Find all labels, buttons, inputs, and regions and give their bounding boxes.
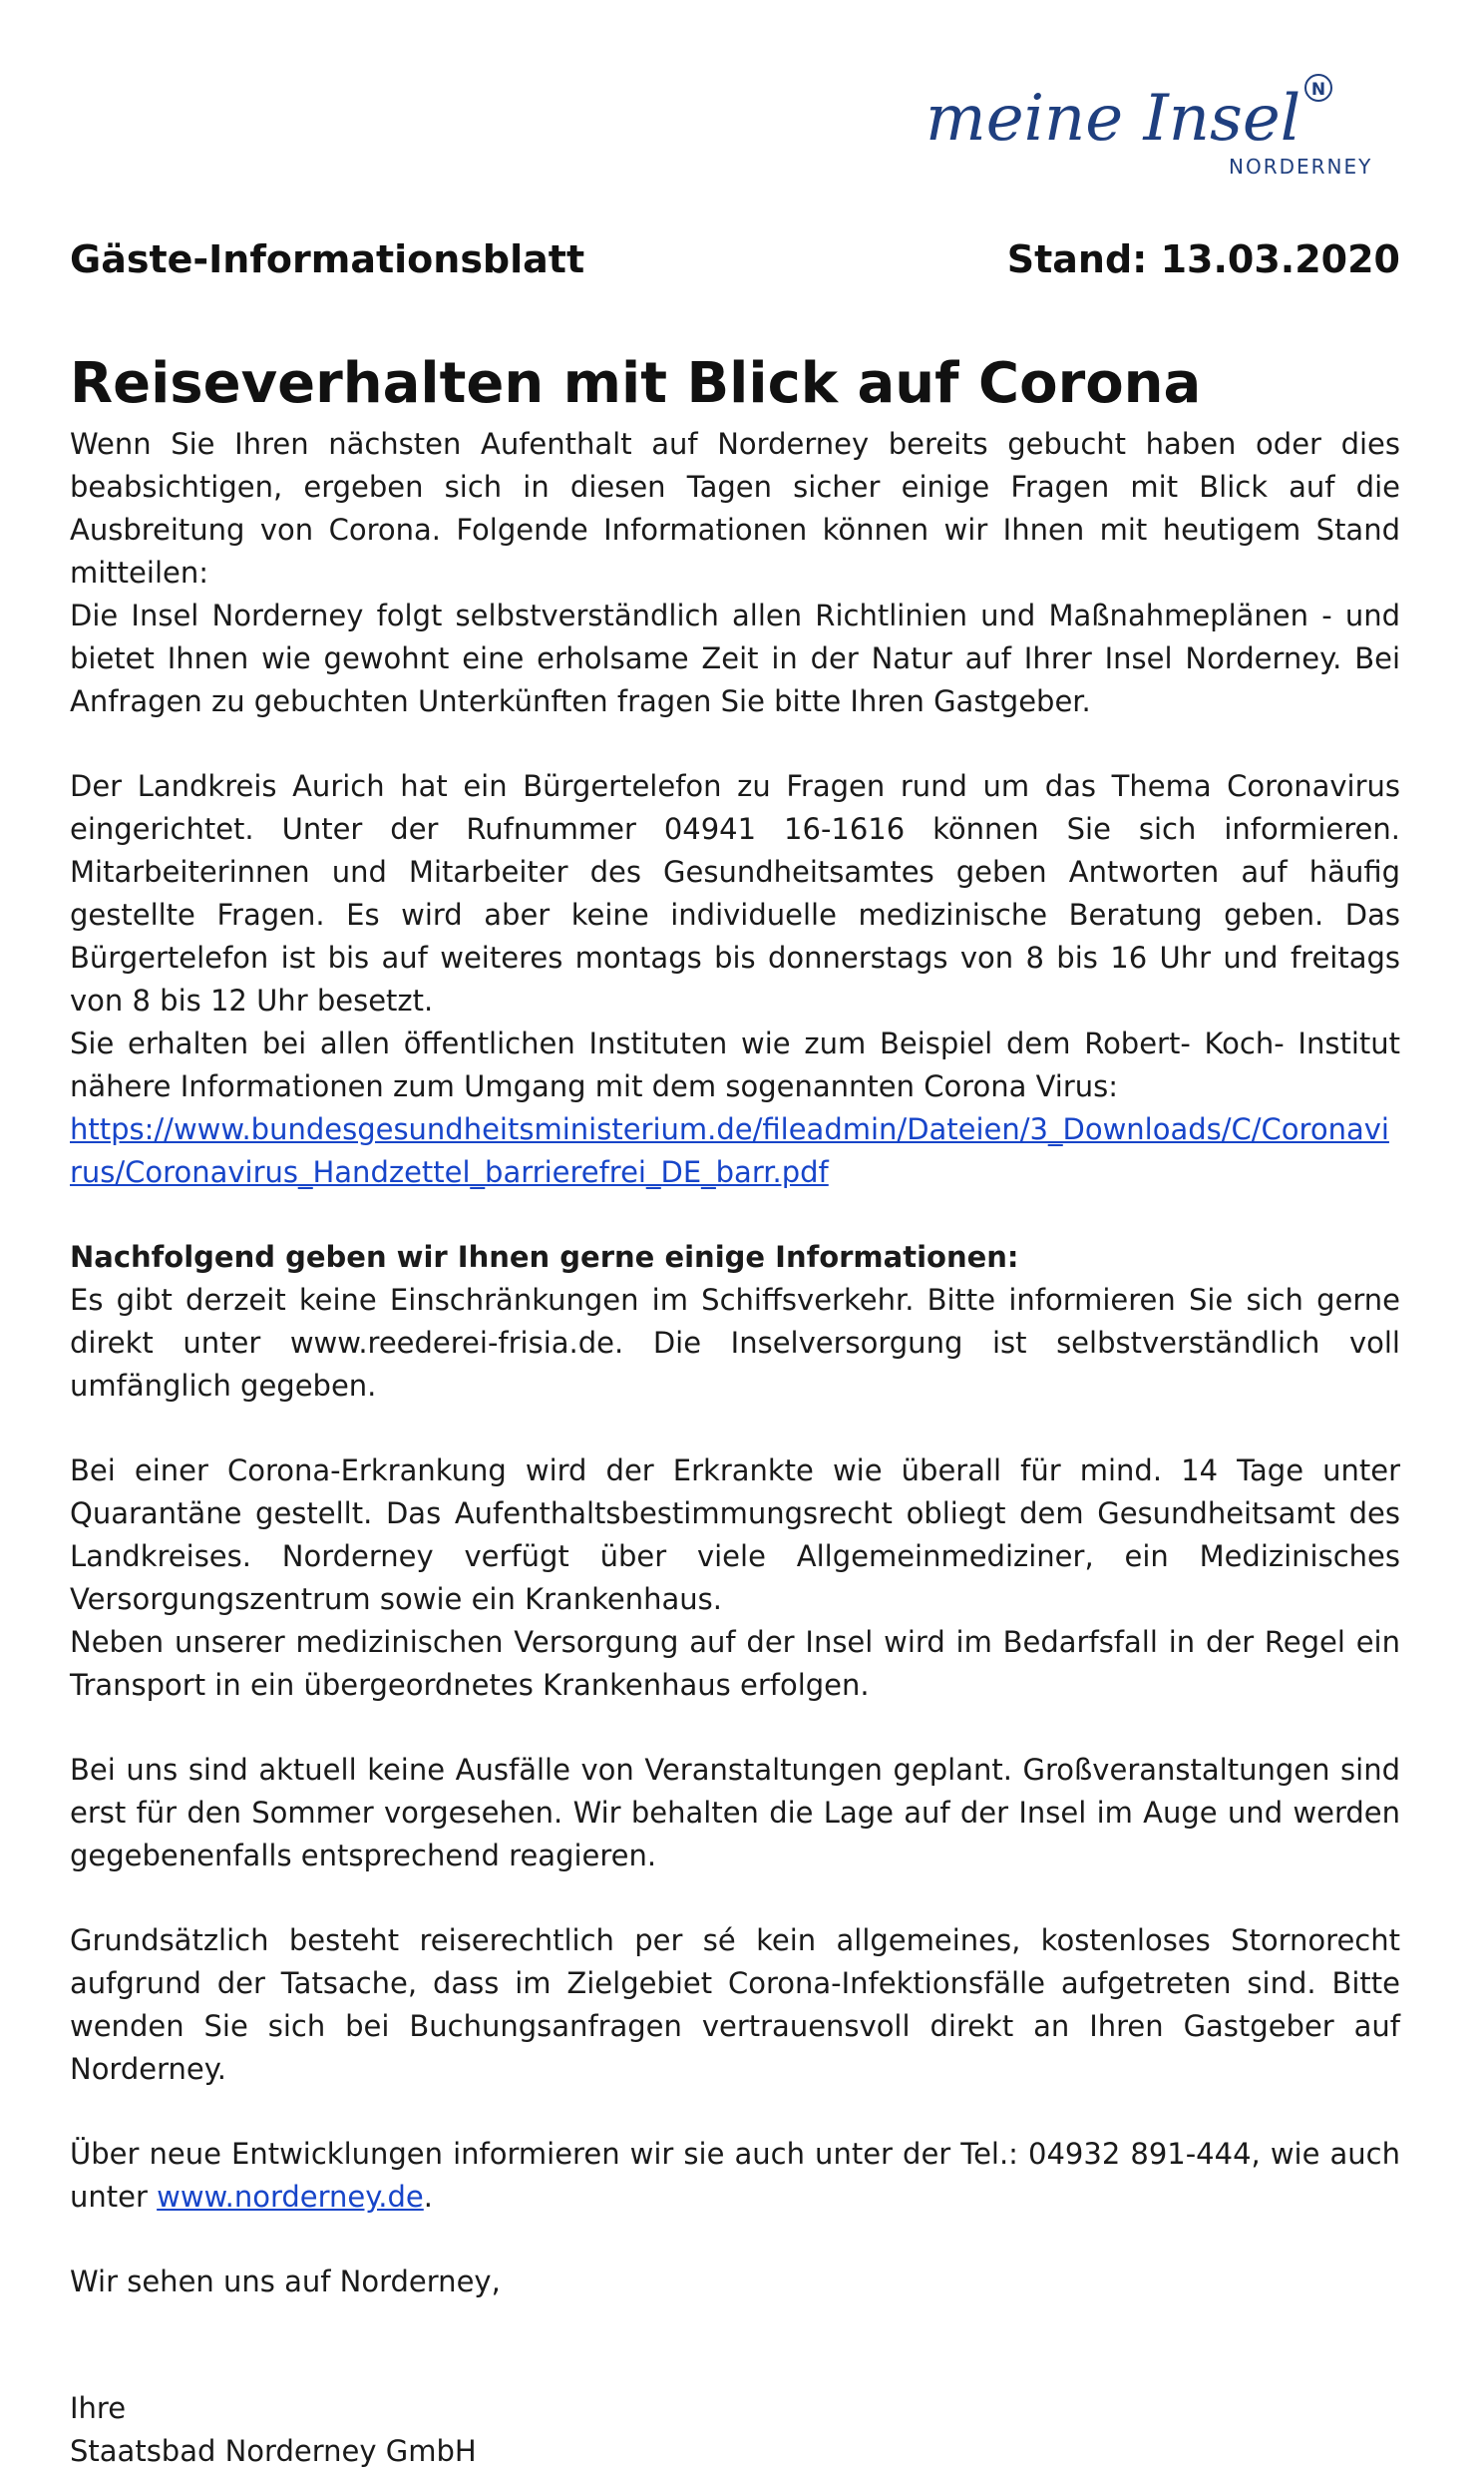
paragraph-ferry: Es gibt derzeit keine Einschränkungen im Schiffsverkehr. Bitte informieren Sie sich gerne direkt unter www.reederei-frisia.de. Die Inselversorgung ist selbstverständlich voll umfänglich gegeben. — [70, 1283, 1400, 1403]
date-label: Stand: 13.03.2020 — [1006, 237, 1400, 281]
logo-script-text: meine Insel — [926, 82, 1301, 156]
signature-line-1: Ihre — [70, 2391, 127, 2425]
handout-link-line-2[interactable]: rus/Coronavirus_Handzettel_barrierefrei_DE_barr.pdf — [70, 1155, 829, 1189]
meine-insel-logo — [918, 62, 1386, 192]
paragraph-events: Bei uns sind aktuell keine Ausfälle von Veranstaltungen geplant. Großveranstaltungen sind erst für den Sommer vorgesehen. Wir behalten die Lage auf der Insel im Auge und werden gegebenenfalls entsprechend reagieren. — [70, 1753, 1400, 1872]
logo-subtitle: NORDERNEY — [1229, 155, 1373, 179]
logo-mark: N — [1310, 80, 1326, 100]
paragraph-hotline: Der Landkreis Aurich hat ein Bürgertelefon zu Fragen rund um das Thema Coronavirus eingerichtet. Unter der Rufnummer 04941 16-1616 können Sie sich informieren. Mitarbeiterinnen und Mitarbeiter des Gesundheitsamtes geben Antworten auf häufig gestellte Fragen. Es wird aber keine individuelle medizinische Beratung geben. Das Bürgertelefon ist bis auf weiteres montags bis donnerstags von 8 bis 16 Uhr und freitags von 8 bis 12 Uhr besetzt. — [70, 769, 1400, 1018]
document-body — [70, 423, 1400, 2473]
signature-line-2: Staatsbad Norderney GmbH — [70, 2434, 477, 2468]
paragraph-institutes: Sie erhalten bei allen öffentlichen Instituten wie zum Beispiel dem Robert- Koch- Institut nähere Informationen zum Umgang mit dem sogenannten Corona Virus: — [70, 1027, 1400, 1103]
paragraph-intro-2: Die Insel Norderney folgt selbstverständlich allen Richtlinien und Maßnahmeplänen - und bietet Ihnen wie gewohnt eine erholsame Zeit in der Natur auf Ihrer Insel Norderney. Bei Anfragen zu gebuchten Unterkünften fragen Sie bitte Ihren Gastgeber. — [70, 599, 1400, 718]
info-heading: Nachfolgend geben wir Ihnen gerne einige Informationen: — [70, 1240, 1019, 1274]
paragraph-link — [70, 1108, 1400, 1194]
sheet-label: Gäste-Informationsblatt — [70, 237, 585, 281]
contact-text: Über neue Entwicklungen informieren wir sie auch unter der Tel.: 04932 891-444, wie auch unter — [70, 2137, 1400, 2214]
header-row — [70, 235, 1400, 287]
paragraph-medical-transport: Neben unserer medizinischen Versorgung auf der Insel wird im Bedarfsfall in der Regel ein Transport in ein übergeordnetes Krankenhaus erfolgen. — [70, 1625, 1400, 1702]
closing-line: Wir sehen uns auf Norderney, — [70, 2265, 501, 2298]
paragraph-quarantine: Bei einer Corona-Erkrankung wird der Erkrankte wie überall für mind. 14 Tage unter Quarantäne gestellt. Das Aufenthaltsbestimmungsrecht obliegt dem Gesundheitsamt des Landkreises. Norderney verfügt über viele Allgemeinmediziner, ein Medizinisches Versorgungszentrum sowie ein Krankenhaus. — [70, 1453, 1400, 1616]
contact-suffix: . — [423, 2180, 433, 2214]
page-title: Reiseverhalten mit Blick auf Corona — [70, 351, 1202, 416]
paragraph-intro: Wenn Sie Ihren nächsten Aufenthalt auf Norderney bereits gebucht haben oder dies beabsichtigen, ergeben sich in diesen Tagen sicher einige Fragen mit Blick auf die Ausbreitung von Corona. Folgende Informationen können wir Ihnen mit heutigem Stand mitteilen: — [70, 427, 1400, 590]
website-link[interactable]: www.norderney.de — [157, 2180, 424, 2214]
paragraph-contact — [70, 2133, 1400, 2219]
paragraph-cancellation: Grundsätzlich besteht reiserechtlich per sé kein allgemeines, kostenloses Stornorecht aufgrund der Tatsache, dass im Zielgebiet Corona-Infektionsfälle aufgetreten sind. Bitte wenden Sie sich bei Buchungsanfragen vertrauensvoll direkt an Ihren Gastgeber auf Norderney. — [70, 1923, 1400, 2086]
handout-link-line-1[interactable]: https://www.bundesgesundheitsministerium.de/fileadmin/Dateien/3_Downloads/C/Coronavi — [70, 1112, 1389, 1146]
